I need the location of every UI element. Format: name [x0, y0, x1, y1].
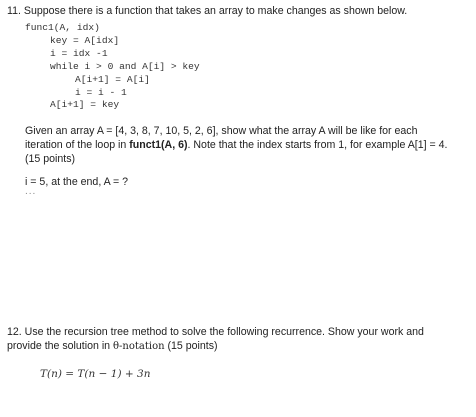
- q11-prompt-line1: Given an array A = [4, 3, 8, 7, 10, 5, 2, 6], show what the array A will be like for each: [25, 125, 418, 137]
- theta-notation: θ-notation: [113, 341, 165, 352]
- prompt-text: . Note that the index starts from 1, for example A[1] = 4.: [187, 139, 448, 151]
- code-line: A[i+1] = key: [50, 99, 120, 110]
- code-line: key = A[idx]: [50, 35, 120, 46]
- q11-answer-line: i = 5, at the end, A = ?: [25, 176, 129, 188]
- prompt-text: provide the solution in: [7, 340, 114, 352]
- q12-line2: [7, 340, 218, 352]
- prompt-text: iteration of the loop in: [25, 139, 130, 151]
- q12-line1: 12. Use the recursion tree method to solve the following recurrence. Show your work and: [7, 326, 424, 338]
- q11-prompt-line2: [25, 139, 448, 151]
- recurrence-equation: T(n) = T(n − 1) + 3n: [40, 368, 151, 380]
- function-call: funct1(A, 6): [129, 139, 188, 151]
- prompt-text: (15 points): [164, 340, 218, 352]
- ellipsis: ...: [25, 186, 37, 197]
- code-line: A[i+1] = A[i]: [75, 74, 150, 85]
- q11-prompt-line3: (15 points): [25, 153, 76, 165]
- code-line: i = i - 1: [75, 87, 127, 98]
- code-line: while i > 0 and A[i] > key: [50, 61, 200, 72]
- code-line: func1(A, idx): [25, 22, 100, 33]
- q11-heading: 11. Suppose there is a function that takes an array to make changes as shown below.: [7, 5, 408, 17]
- code-line: i = idx -1: [50, 48, 108, 59]
